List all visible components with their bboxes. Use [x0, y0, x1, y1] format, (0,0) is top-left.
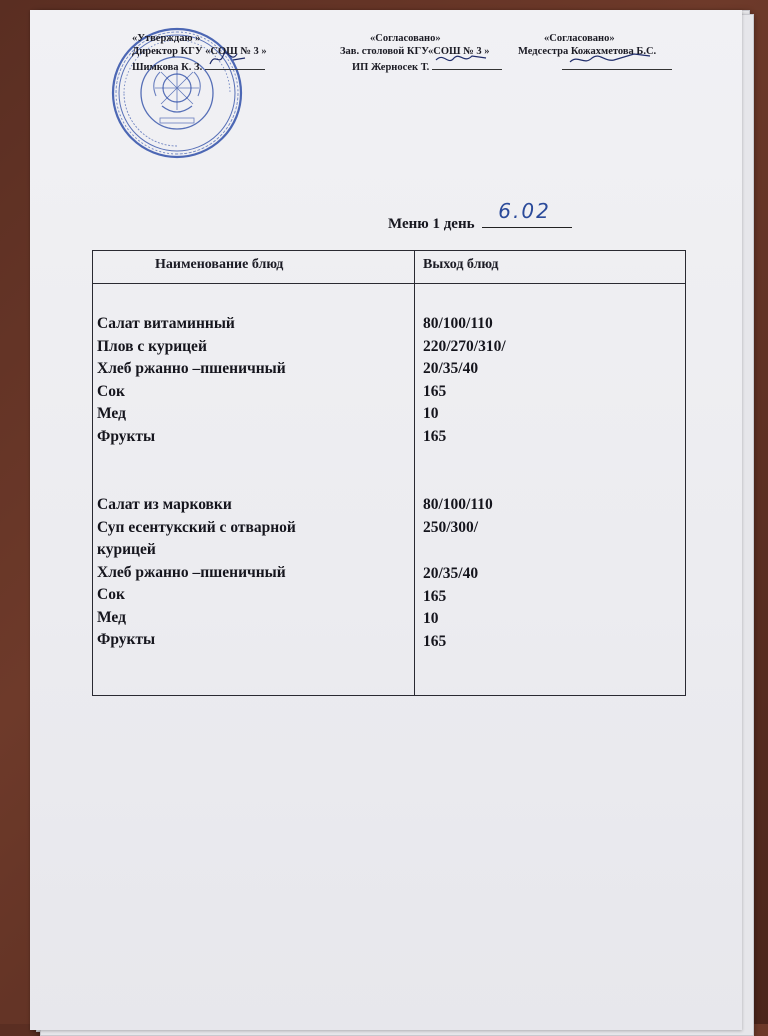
header-dish-yield: Выход блюд [423, 257, 499, 272]
dish-yield: 250/300/ [423, 518, 479, 536]
signature-line [562, 58, 672, 70]
dish-name: Фрукты [97, 631, 156, 648]
handwritten-date: 6.02 [498, 199, 551, 223]
dish-name: Плов с курицей [97, 337, 207, 355]
document-page [30, 10, 742, 1030]
column-divider [414, 251, 415, 695]
spacer [423, 539, 673, 563]
agreement-signer [518, 58, 672, 74]
dish-yield: 10 [423, 405, 439, 422]
approval-title: «Утверждаю » [132, 33, 201, 44]
dish-name: Сок [97, 382, 125, 400]
dish-yield: 20/35/40 [423, 565, 479, 582]
agreement-position: Медсестра Кожахметова Б.С. [518, 46, 657, 57]
dish-name: курицей [97, 541, 156, 558]
date-field [482, 199, 572, 228]
signature-scribble [207, 50, 257, 68]
dish-name: Фрукты [97, 427, 156, 445]
agreement-signer [340, 58, 502, 74]
agreement-block-nurse [518, 32, 672, 74]
spacer [423, 448, 673, 494]
dish-name: Хлеб ржанно –пшеничный [97, 563, 286, 581]
dish-names-column [97, 313, 409, 652]
menu-title-label: Меню 1 день [388, 216, 475, 232]
signature-scribble [564, 50, 664, 68]
approval-block [132, 32, 267, 74]
menu-table [92, 250, 686, 696]
approval-signer-name: Шимкова К. З. [132, 62, 203, 73]
approval-position: Директор КГУ «СОШ № 3 » [132, 46, 267, 57]
dish-name: Салат из марковки [97, 496, 232, 513]
agreement-block-canteen [340, 32, 502, 74]
agreement-title: «Согласовано» [370, 33, 441, 44]
table-header-row [93, 251, 685, 284]
agreement-signer-name: ИП Жерносек Т. [352, 62, 430, 73]
agreement-title: «Согласовано» [544, 33, 615, 44]
dish-yields-column [423, 313, 673, 653]
approval-signer [132, 58, 267, 74]
dish-yield: 80/100/110 [423, 496, 493, 513]
dish-yield: 10 [423, 610, 439, 627]
spacer [97, 448, 409, 494]
dish-yield: 165 [423, 427, 447, 445]
dish-yield: 80/100/110 [423, 315, 493, 332]
dish-yield: 220/270/310/ [423, 337, 506, 355]
dish-yield: 165 [423, 587, 447, 605]
menu-title [388, 199, 572, 233]
dish-name: Сок [97, 586, 125, 603]
signature-scribble [434, 50, 494, 68]
header-dish-name: Наименование блюд [155, 257, 284, 272]
dish-name: Мед [97, 405, 126, 422]
agreement-position: Зав. столовой КГУ«СОШ № 3 » [340, 46, 490, 57]
dish-name: Суп есентукский с отварной [97, 518, 296, 536]
dish-name: Салат витаминный [97, 315, 235, 332]
dish-name: Мед [97, 608, 126, 626]
dish-yield: 20/35/40 [423, 360, 479, 377]
dish-yield: 165 [423, 382, 447, 400]
signature-line [432, 58, 502, 70]
signature-line [205, 58, 265, 70]
dish-yield: 165 [423, 632, 447, 650]
dish-name: Хлеб ржанно –пшеничный [97, 360, 286, 377]
